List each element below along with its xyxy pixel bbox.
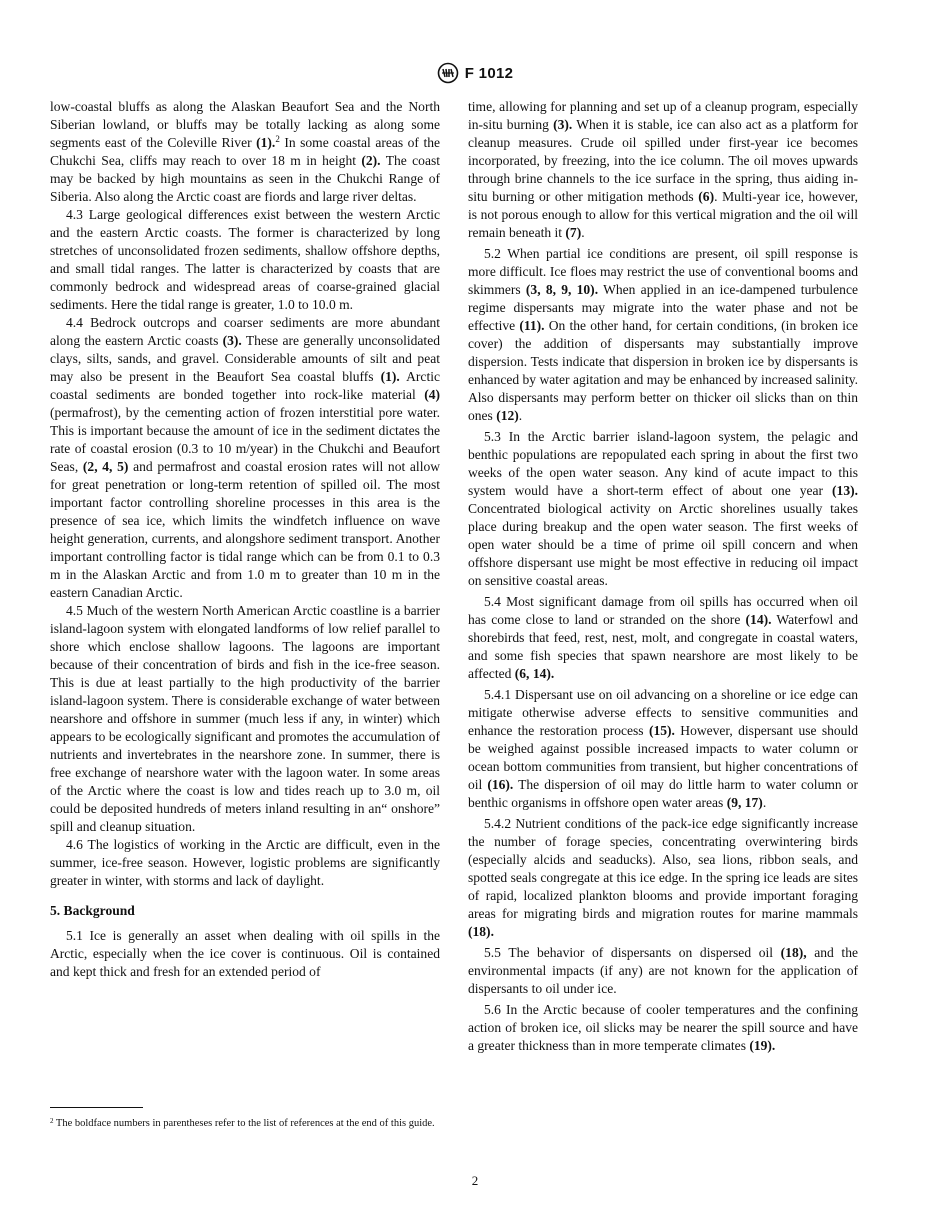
paragraph-5-4-2: 5.4.2 Nutrient conditions of the pack-ice edge significantly increase the number of forage species, concentrating overwintering birds (especially alcids and seaducks). Also, sea lions, ribbon seals, and spotted seals congregate at this ice edge. In the spring ice leads are sites of rapid, localized plankton blooms and provide important foraging areas for migrating birds and migration routes for marine mammals (18). <box>468 816 858 939</box>
footnote-number: 2 <box>50 1117 54 1125</box>
paragraph-4-3: 4.3 Large geological differences exist between the western Arctic and the eastern Arctic coasts. The former is characterized by long stretches of unconsolidated frozen sediments, shallow offshore depths, and small tidal ranges. The latter is characterized by coasts that are commonly bedrock and widespread areas of coarse-grained glacial sediments. Here the tidal range is greater, 1.0 to 10.0 m. <box>50 207 440 312</box>
paragraph-4-6: 4.6 The logistics of working in the Arctic are difficult, even in the summer, ice-free season. However, logistic problems are significantly greater in winter, with storms and lack of daylight. <box>50 837 440 888</box>
reference: (6) <box>698 189 715 204</box>
reference: (4) <box>424 387 440 402</box>
footnote-divider <box>50 1107 143 1108</box>
paragraph-5-6: 5.6 In the Arctic because of cooler temperatures and the confining action of broken ice, oil slicks may be nearer the spill source and have a greater thickness than in more temperate climates (19). <box>468 1002 858 1053</box>
footnote: $^2$ The boldface numbers in parentheses refer to the list of references at the end of this guide. <box>50 1117 435 1129</box>
paragraph-5-2: 5.2 When partial ice conditions are present, oil spill response is more difficult. Ice floes may restrict the use of conventional booms and skimmers (3, 8, 9, 10). When applied in an ice-dampened turbulence regime dispersants may migrate into the water phase and not be effective (11). On the other hand, for certain conditions, (in broken ice cover) the addition of dispersants may substantially improve dispersion. Tests indicate that dispersion in broken ice by dispersants is enhanced by water agitation and may be enhanced by increased salinity. Also dispersants may perform better on thicker oil slicks than on thin ones (12). <box>468 246 858 423</box>
reference: (14). <box>745 612 772 627</box>
page-number: 2 <box>471 1173 479 1188</box>
reference: (3, 8, 9, 10). <box>525 282 599 297</box>
reference: (18), <box>780 945 807 960</box>
reference: (15). <box>648 723 675 738</box>
paragraph-4-4: 4.4 Bedrock outcrops and coarser sediments are more abundant along the eastern Arctic coasts (3). These are generally unconsolidated clays, silts, sands, and gravel. Considerable amounts of silt and peat may also be present in the Beaufort Sea coastal bluffs (1). Arctic coastal sediments are bonded together into rock-like material (4) (permafrost), by the cementing action of frozen interstitial pore water. This is important because the amount of ice in the sediment dictates the rate of coastal erosion (0.3 to 10 m/year) in the Chukchi and Beaufort Seas, (2, 4, 5) and permafrost and coastal erosion rates will not allow for great penetration or long-term retention of spilled oil. The most important factor controlling shoreline processes in this area is the presence of sea ice, which limits the windfetch influence on wave height generation, currents, and alongshore sediment transport. Another important controlling factor is tidal range which can be from 0.1 to 0.3 m in the Alaskan Arctic and from 1.0 m to greater than 10 m in the eastern Canadian Arctic. <box>50 315 441 600</box>
reference: (18). <box>468 924 494 939</box>
reference: (12) <box>496 408 519 423</box>
paragraph-5-4-1: 5.4.1 Dispersant use on oil advancing on a shoreline or ice edge can mitigate otherwise adverse effects to sensitive communities and enhance the restoration process (15). However, dispersant use should be weighed against possible increased impacts to water column or ocean bottom communities from transient, but higher concentrations of oil (16). The dispersion of oil may do little harm to water column or benthic organisms in offshore open water areas (9, 17). <box>468 687 858 810</box>
reference: (16). <box>487 777 514 792</box>
left-column <box>50 98 440 981</box>
astm-logo-icon <box>437 62 459 84</box>
reference: (2). <box>361 153 381 168</box>
right-column <box>468 98 858 1058</box>
reference: (7) <box>565 225 582 240</box>
reference: (9, 17) <box>726 795 763 810</box>
paragraph-5-1-continued: time, allowing for planning and set up of a cleanup program, especially in-situ burning (3). When it is stable, ice can also act as a platform for cleanup measures. Crude oil spilled under first-year ice becomes incorporated, by freezing, into the ice column. The oil moves upwards through brine channels to the ice surface in the spring, thus aiding in-situ burning or other mitigation methods (6). Multi-year ice, however, is not porous enough to allow for this vertical migration and the oil will remain beneath it (7). <box>468 99 859 240</box>
section-heading: 5. Background <box>50 903 135 918</box>
paragraph-4-5: 4.5 Much of the western North American Arctic coastline is a barrier island-lagoon system with elongated landforms of low relief parallel to shore which enclose shallow lagoons. The lagoons are important because of their concentration of birds and fish in the ice-free season. This is due at least partially to the high productivity of the barrier island-lagoon system. There is considerable exchange of water between nearshore and offshore in summer (much less if any, in winter) which appears to be ecologically significant and promotes the accumulation of nutrients and invertebrates in the nearshore zone. In summer, there is free exchange of nearshore water with the lagoon water. In some areas of the Arctic where the coast is low and tides reach up to 3.0 m, oil could be deposited hundreds of meters inland resulting in an“ onshore” spill and cleanup situation. <box>50 603 440 834</box>
reference: (11). <box>519 318 545 333</box>
reference: (1). <box>256 135 276 150</box>
paragraph-5-1: 5.1 Ice is generally an asset when dealing with oil spills in the Arctic, especially when the ice cover is continuous. Oil is contained and kept thick and fresh for an extended period of <box>50 928 440 979</box>
paragraph-5-5: 5.5 The behavior of dispersants on dispersed oil (18), and the environmental impacts (if any) are not known for the application of dispersants to oil under ice. <box>468 945 858 996</box>
paragraph-5-4: 5.4 Most significant damage from oil spills has occurred when oil has come close to land or stranded on the shore (14). Waterfowl and shorebirds that feed, rest, nest, molt, and congregate in coastal waters, and some fish species that spawn nearshore are most likely to be affected (6, 14). <box>468 594 859 681</box>
document-id: F 1012 <box>464 64 514 82</box>
footnote-marker: 2 <box>275 134 280 144</box>
reference: (6, 14). <box>514 666 555 681</box>
reference: (2, 4, 5) <box>82 459 129 474</box>
page-header <box>0 62 950 84</box>
paragraph-4-2-continued: low-coastal bluffs as along the Alaskan Beaufort Sea and the North Siberian lowland, or bluffs may be totally lacking as along some segments east of the Coleville River (1).$^2$ In some coastal areas of the Chukchi Sea, cliffs may reach to over 18 m in height (2). The coast may be backed by high mountains as seen in the Chukchi Range of Siberia. Also along the Arctic coast are fiords and large river deltas. <box>50 99 440 204</box>
reference: (3). <box>222 333 242 348</box>
paragraph-5-3: 5.3 In the Arctic barrier island-lagoon system, the pelagic and benthic populations are repopulated each spring in about the first two weeks of the open water season. Any kind of acute impact to this system would have a short-term effect of about one year (13). Concentrated biological activity on Arctic shorelines usually takes place during breakup and the open water season. The first weeks of open water should be a time of prime oil spill concern and when offshore dispersant use might be most effective in reducing oil impact on sensitive coastal areas. <box>468 429 858 588</box>
reference: (1). <box>380 369 400 384</box>
reference: (19). <box>749 1038 776 1053</box>
reference: (13). <box>832 483 858 498</box>
reference: (3). <box>553 117 573 132</box>
